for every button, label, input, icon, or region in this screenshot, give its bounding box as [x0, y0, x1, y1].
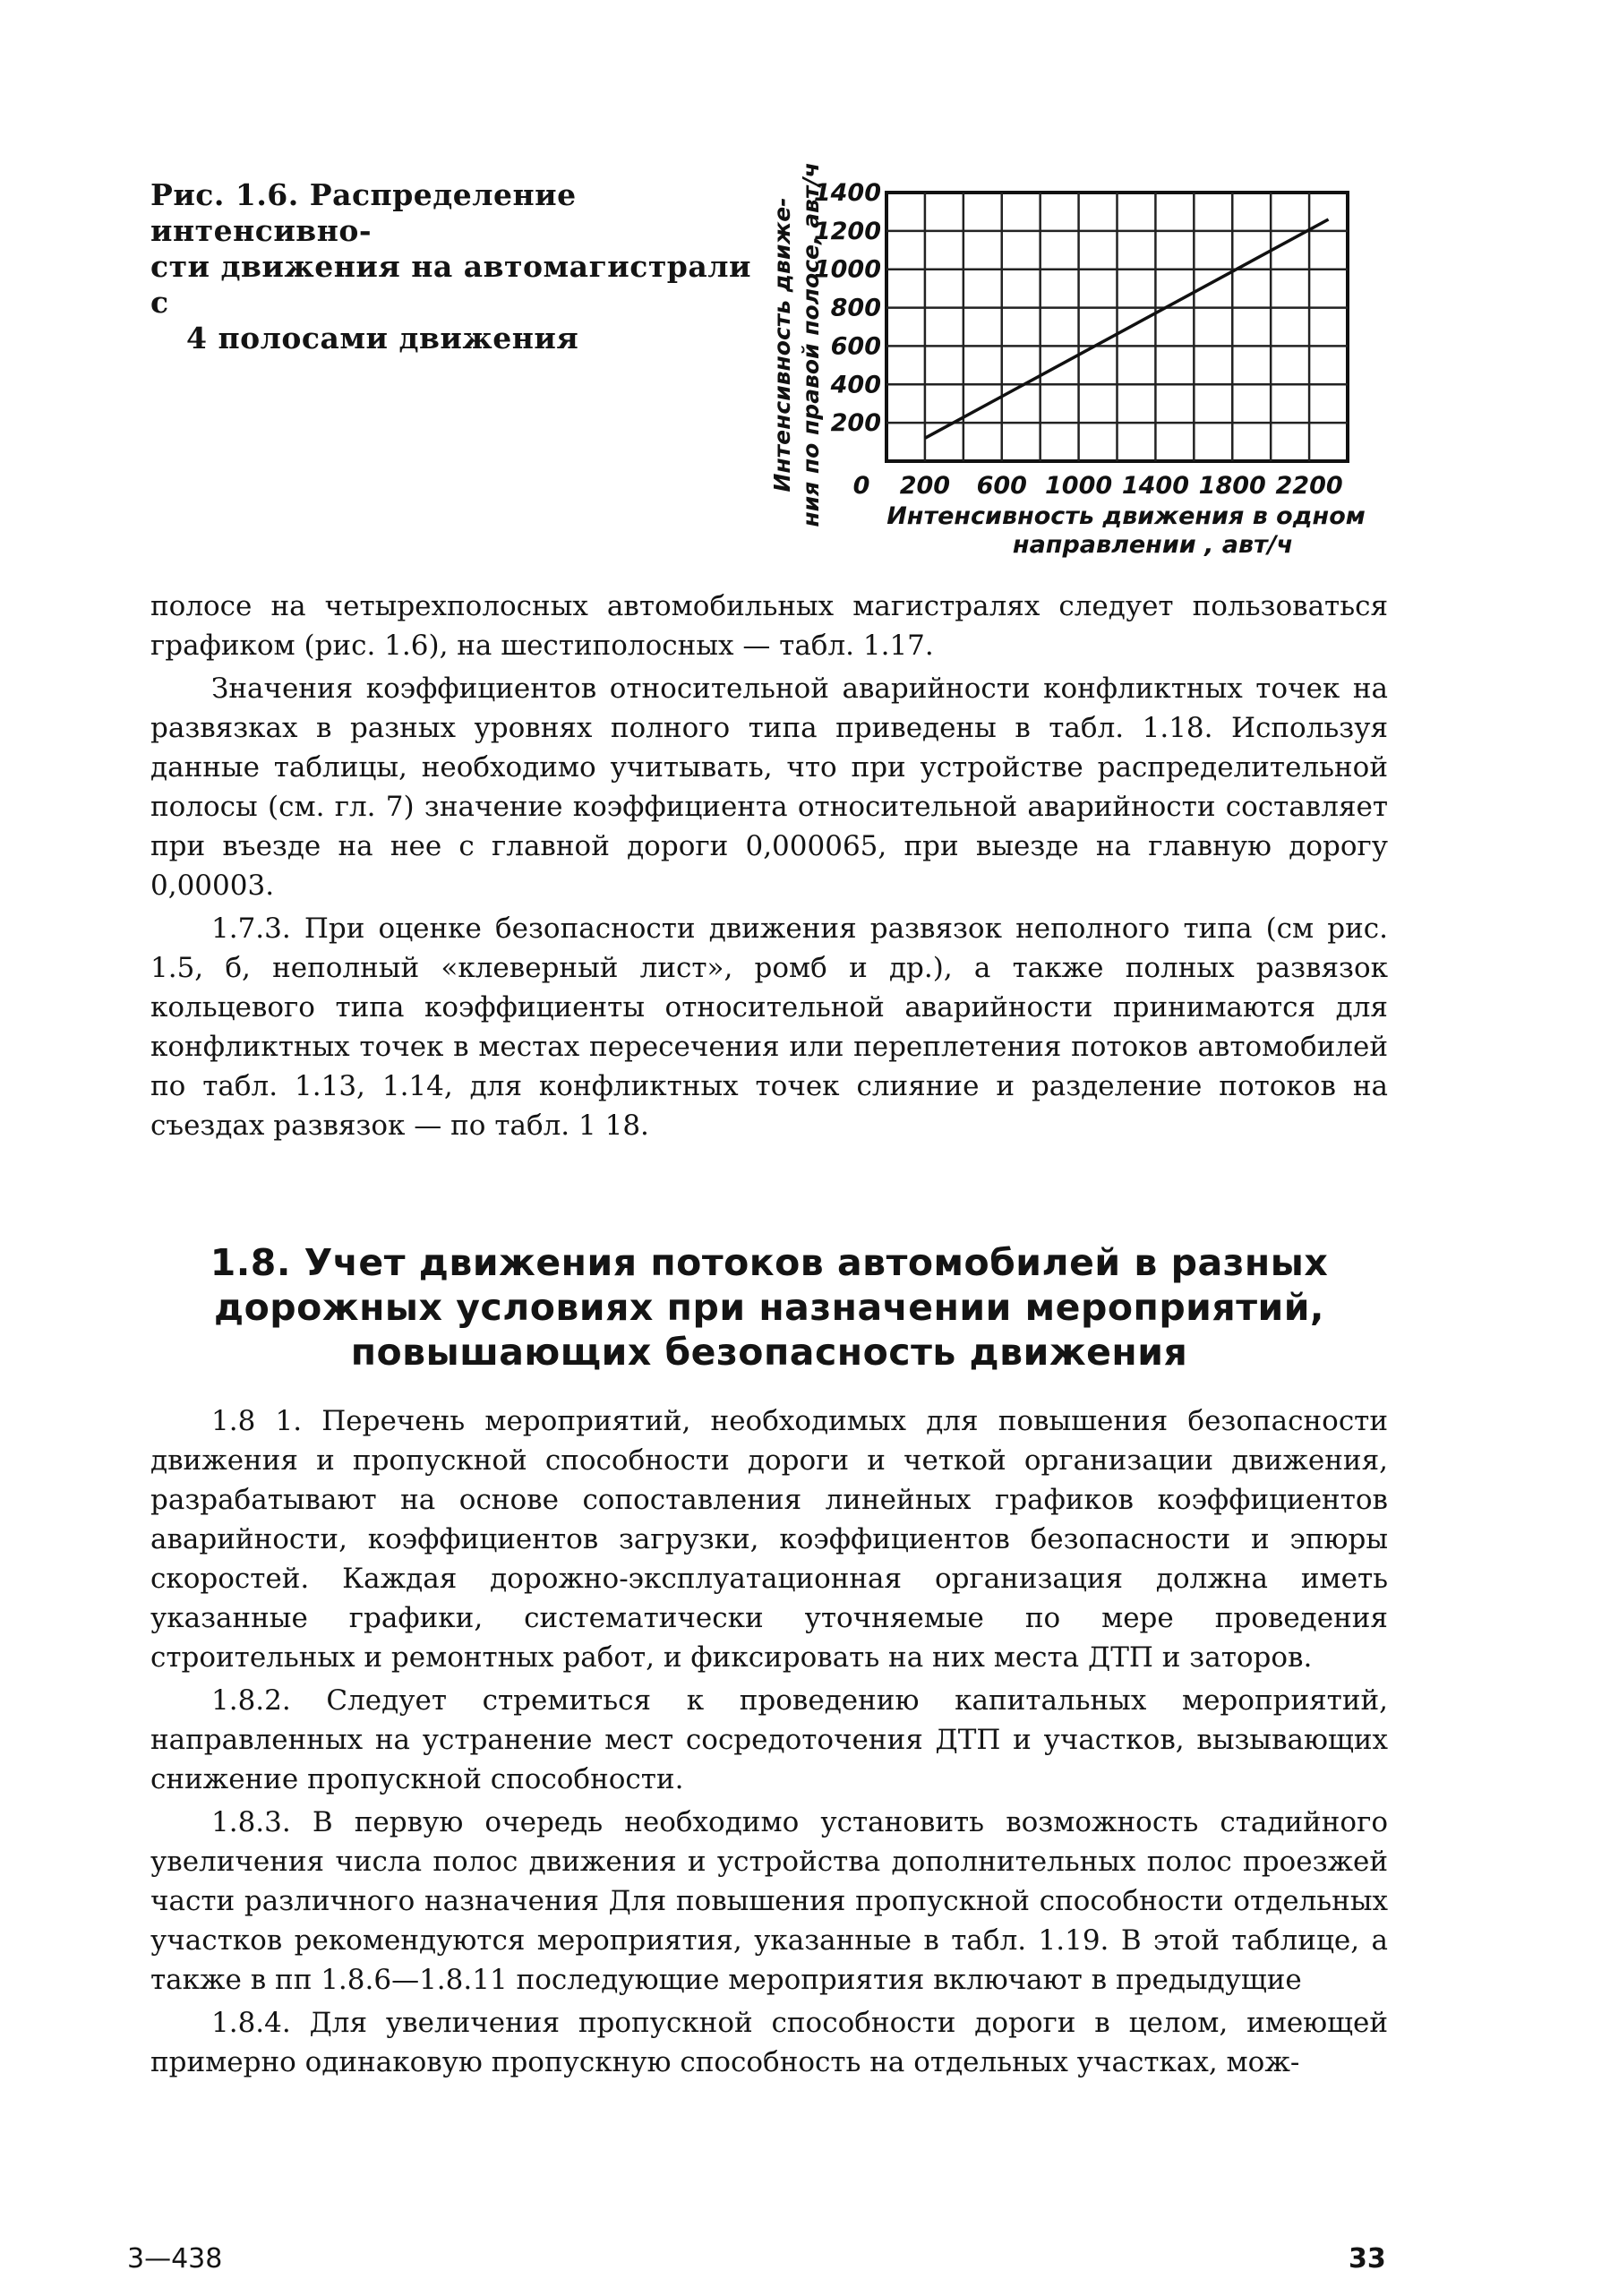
section-heading-line: повышающих безопасность движения	[350, 1331, 1188, 1374]
x-tick-label: 600	[976, 472, 1027, 500]
printer-signature: 3—438	[127, 2243, 223, 2275]
paragraph: 1.8.2. Следует стремиться к проведению капитальных мероприятий, направленных на устранение мест сосредоточения ДТП и участков, вызывающих снижение пропускной способности.	[150, 1684, 1388, 1795]
y-tick-label: 1000	[813, 255, 881, 284]
line-chart	[752, 148, 1379, 569]
page-number: 33	[1349, 2243, 1386, 2275]
x-tick-label: 200	[899, 472, 951, 500]
paragraph: Значения коэффициентов относительной аварийности конфликтных точек на развязках в разных уровнях полного типа приведены в табл. 1.18. Используя данные таблицы, необходимо учитывать, что при устройстве распределительной полосы (см. гл. 7) значение коэффициента относительной аварийности составляет при въезде на нее с главной дороги 0,000065, при выезде на главную дорогу 0,00003.	[150, 673, 1388, 902]
x-tick-label: 1800	[1198, 472, 1266, 500]
section-heading-line: 1.8. Учет движения потоков автомобилей в разных	[210, 1241, 1329, 1284]
body-text-1	[150, 587, 1388, 1149]
y-tick-label: 1200	[813, 217, 881, 245]
chart-svg	[752, 148, 1379, 569]
figure-caption-line: сти движения на автомагистрали с	[150, 249, 752, 320]
y-tick-label: 400	[830, 371, 881, 399]
section-heading	[150, 1240, 1388, 1375]
x-tick-label: 2200	[1275, 472, 1343, 500]
section-heading-line: дорожных условиях при назначении мероприятий,	[213, 1286, 1325, 1329]
x-tick-label: 1400	[1121, 472, 1189, 500]
figure-caption	[150, 177, 759, 356]
x-tick-label: 1000	[1045, 472, 1113, 500]
x-axis-label: направлении , авт/ч	[1012, 531, 1294, 559]
figure-caption-line: Рис. 1.6. Распределение интенсивно-	[150, 177, 577, 248]
body-text-2	[150, 1401, 1388, 2086]
y-tick-label: 200	[830, 409, 881, 438]
paragraph: 1.8.4. Для увеличения пропускной способности дороги в целом, имеющей примерно одинаковую пропускную способность на отдельных участках, мож-	[150, 2007, 1388, 2078]
paragraph: полосе на четырехполосных автомобильных магистралях следует пользоваться графиком (рис. 1.6), на шестиполосных — табл. 1.17.	[150, 590, 1388, 662]
y-axis-label: Интенсивность движе-	[769, 197, 795, 493]
figure-caption-line: 4 полосами движения	[186, 321, 579, 356]
paragraph: 1.8 1. Перечень мероприятий, необходимых для повышения безопасности движения и пропускной способности дороги и четкой организации движения, разрабатывают на основе сопоставления линейных графиков коэффициентов аварийности, коэффициентов загрузки, коэффициентов безопасности и эпюры скоростей. Каждая дорожно-эксплуатационная организация должна иметь указанные графики, систематически уточняемые по мере проведения строительных и ремонтных работ, и фиксировать на них места ДТП и заторов.	[150, 1405, 1388, 1674]
y-tick-label: 600	[830, 332, 881, 361]
series-line	[925, 219, 1329, 438]
y-axis-label: ния по правой полосе, авт/ч	[798, 162, 824, 527]
y-tick-label: 800	[830, 294, 881, 322]
x-tick-label: 0	[852, 472, 870, 500]
paragraph: 1.7.3. При оценке безопасности движения развязок неполного типа (см рис. 1.5, б, неполный «клеверный лист», ромб и др.), а также полных развязок кольцевого типа коэффициенты относительной аварийности принимаются для конфликтных точек в местах пересечения или переплетения потоков автомобилей по табл. 1.13, 1.14, для конфликтных точек слияние и разделение потоков на съездах развязок — по табл. 1 18.	[150, 912, 1388, 1142]
y-tick-label: 1400	[813, 179, 881, 207]
x-axis-label: Интенсивность движения в одном	[886, 502, 1366, 530]
paragraph: 1.8.3. В первую очередь необходимо установить возможность стадийного увеличения числа полос движения и устройства дополнительных полос проезжей части различного назначения Для повышения пропускной способности отдельных участков рекомендуются мероприятия, указанные в табл. 1.19. В этой таблице, а также в пп 1.8.6—1.8.11 последующие мероприятия включают в предыдущие	[150, 1806, 1388, 1996]
